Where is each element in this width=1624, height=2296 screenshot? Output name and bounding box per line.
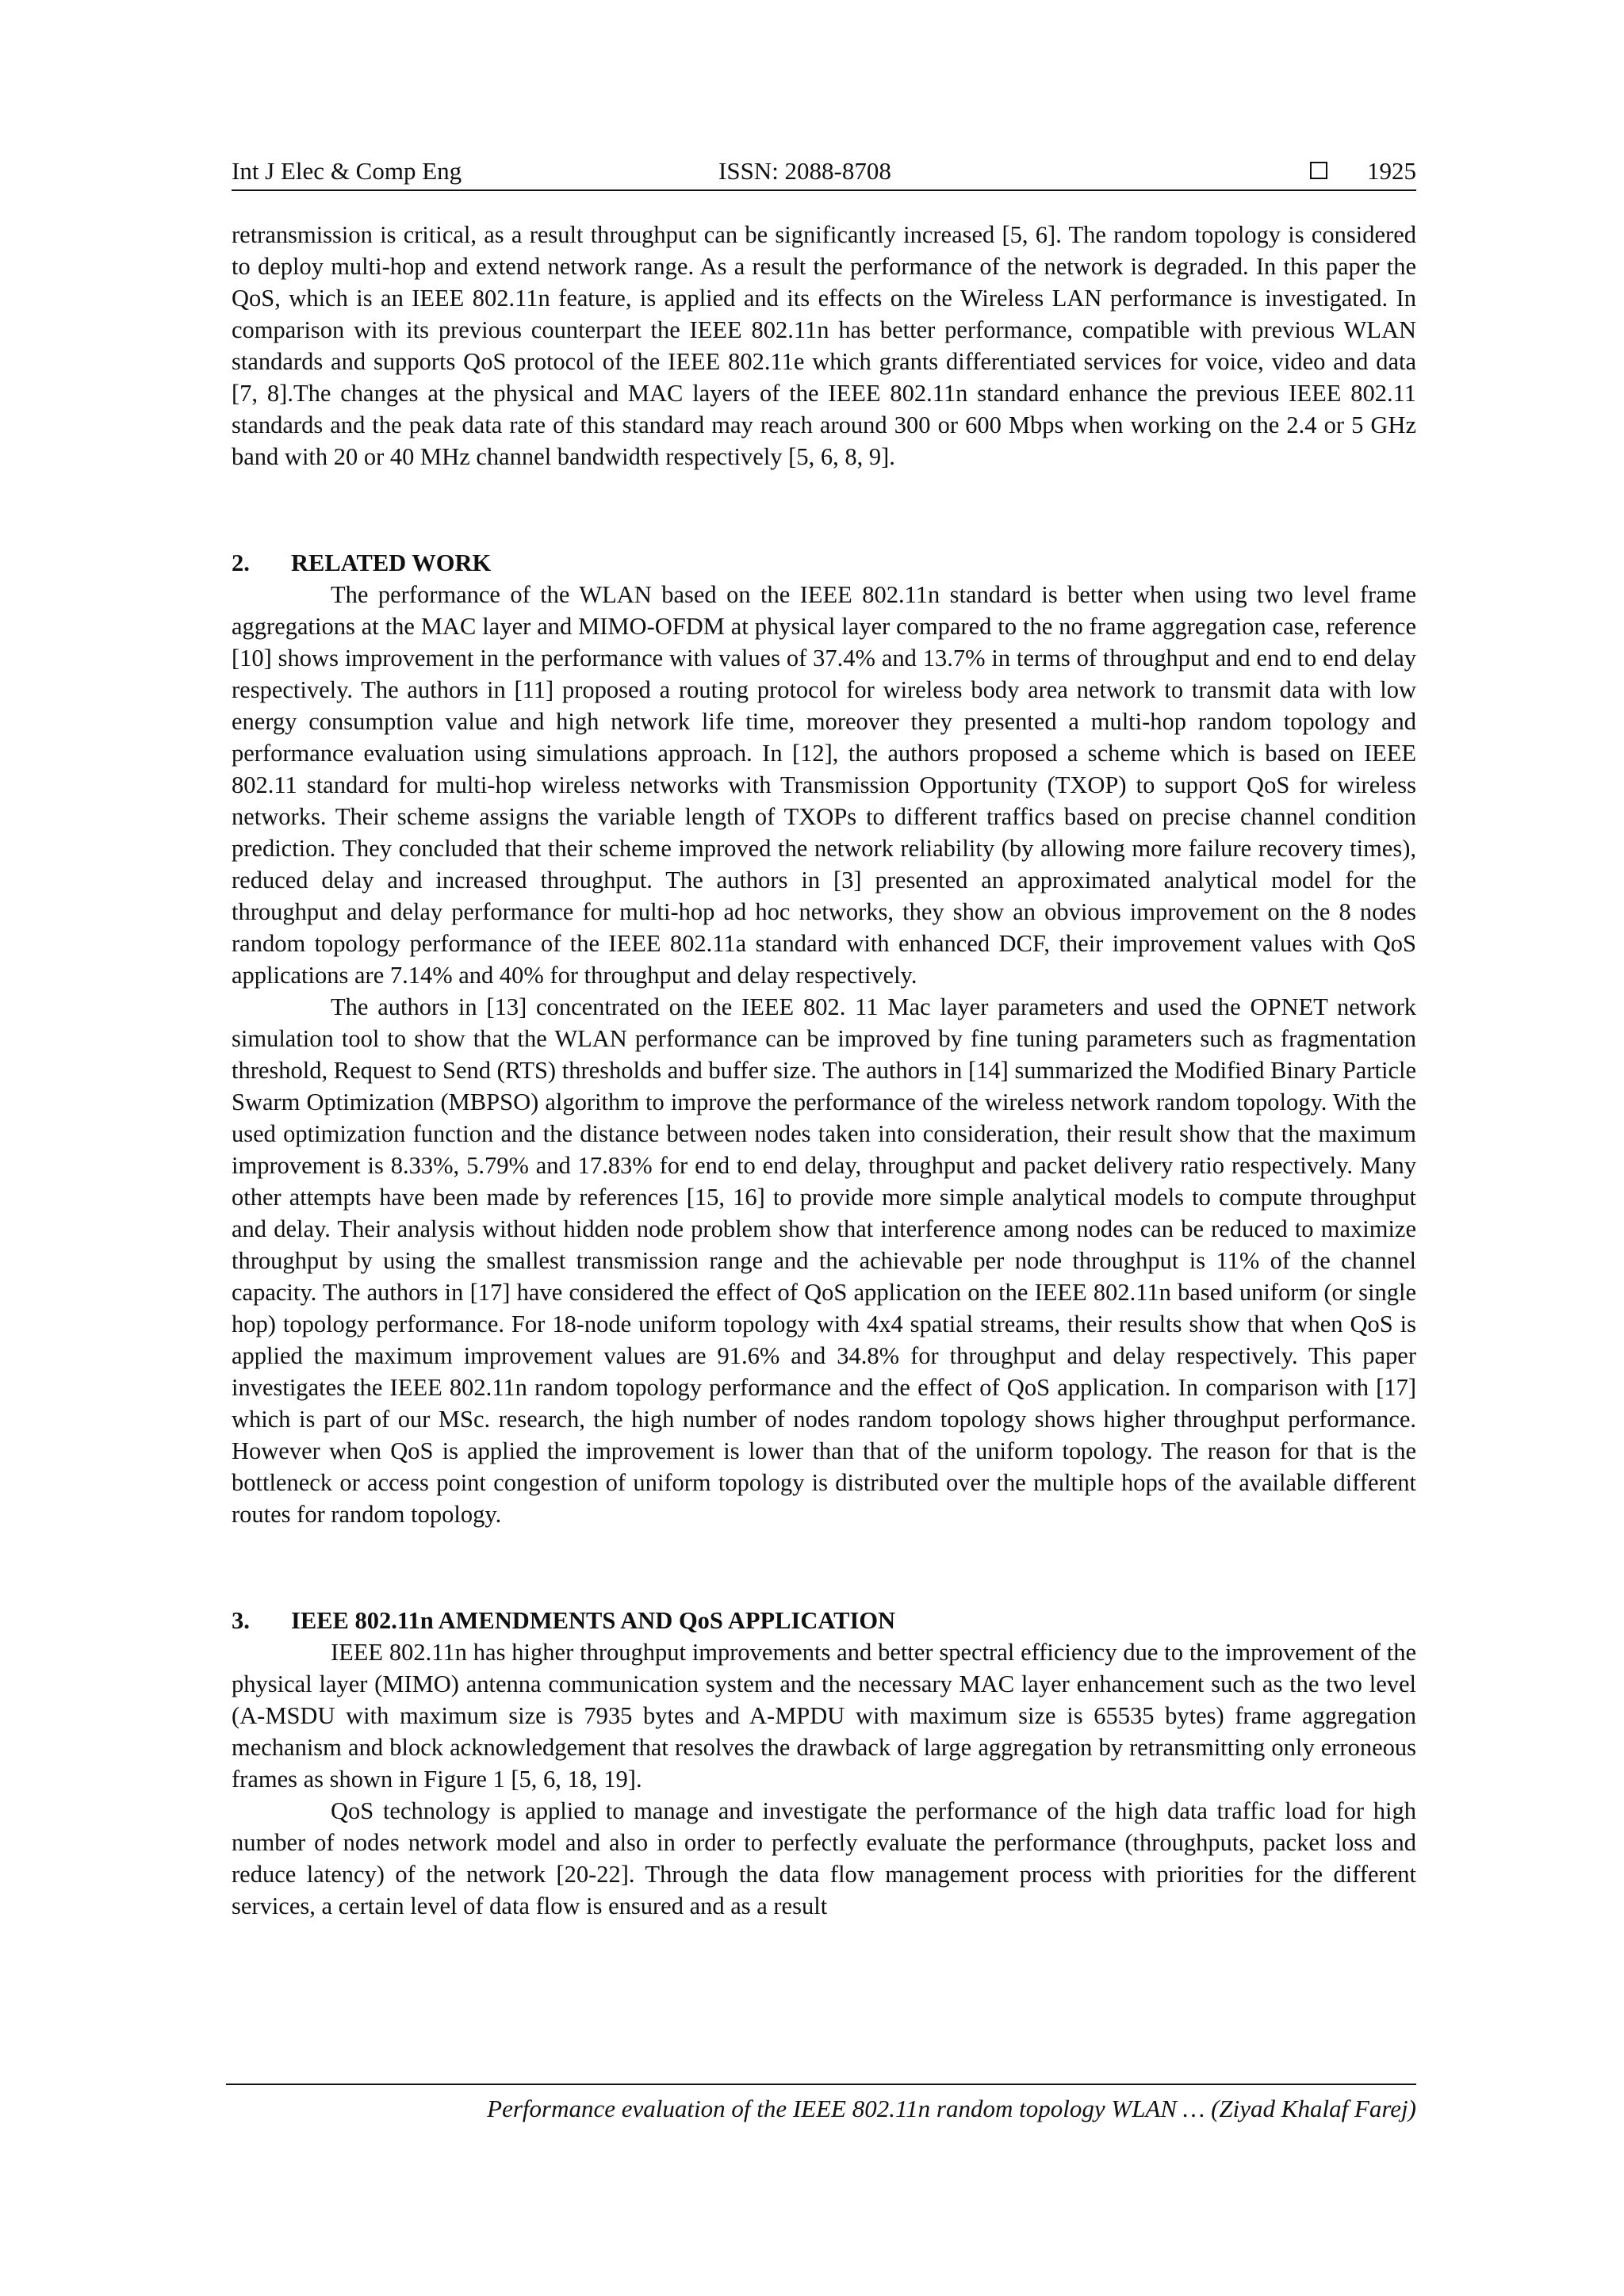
section-2-title: RELATED WORK — [291, 549, 492, 576]
section-3-paragraph-1: IEEE 802.11n has higher throughput improvements and better spectral efficiency due to the improvement of the physical layer (MIMO) antenna communication system and the necessary MAC layer enhancement such as the two level (A-MSDU with maximum size is 7935 bytes and A-MPDU with maximum size is 65535 bytes) frame aggregation mechanism and block acknowledgement that resolves the drawback of large aggregation by retransmitting only erroneous frames as shown in Figure 1 [5, 6, 18, 19]. — [232, 1639, 1416, 1793]
issn-label: ISSN: 2088-8708 — [718, 157, 891, 185]
section-2-paragraph-2: The authors in [13] concentrated on the IEEE 802. 11 Mac layer parameters and used the OPNET network simulation tool to show that the WLAN performance can be improved by fine tuning parameters such as fragmentation threshold, Request to Send (RTS) thresholds and buffer size. The authors in [14] summarized the Modified Binary Particle Swarm Optimization (MBPSO) algorithm to improve the performance of the wireless network random topology. With the used optimization function and the distance between nodes taken into consideration, their result show that the maximum improvement is 8.33%, 5.79% and 17.83% for end to end delay, throughput and packet delivery ratio respectively. Many other attempts have been made by references [15, 16] to provide more simple analytical models to compute throughput and delay. Their analysis without hidden node problem show that interference among nodes can be reduced to maximize throughput by using the smallest transmission range and the achievable per node throughput is 11% of the channel capacity. The authors in [17] have considered the effect of QoS application on the IEEE 802.11n based uniform (or single hop) topology performance. For 18-node uniform topology with 4x4 spatial streams, their results show that when QoS is applied the maximum improvement values are 91.6% and 34.8% for throughput and delay respectively. This paper investigates the IEEE 802.11n random topology performance and the effect of QoS application. In comparison with [17] which is part of our MSc. research, the high number of nodes random topology shows higher throughput performance. However when QoS is applied the improvement is lower than that of the uniform topology. The reason for that is the bottleneck or access point congestion of uniform topology is distributed over the multiple hops of the available different routes for random topology. — [232, 993, 1416, 1528]
section-3-paragraph-2: QoS technology is applied to manage and investigate the performance of the high data traffic load for high number of nodes network model and also in order to perfectly evaluate the performance (throughputs, packet loss and reduce latency) of the network [20-22]. Through the data flow management process with priorities for the different services, a certain level of data flow is ensured and as a result — [232, 1797, 1416, 1919]
section-2-paragraph-1: The performance of the WLAN based on the IEEE 802.11n standard is better when using two level frame aggregations at the MAC layer and MIMO-OFDM at physical layer compared to the no frame aggregation case, reference [10] shows improvement in the performance with values of 37.4% and 13.7% in terms of throughput and end to end delay respectively. The authors in [11] proposed a routing protocol for wireless body area network to transmit data with low energy consumption value and high network life time, moreover they presented a multi-hop random topology and performance evaluation using simulations approach. In [12], the authors proposed a scheme which is based on IEEE 802.11 standard for multi-hop wireless networks with Transmission Opportunity (TXOP) to support QoS for wireless networks. Their scheme assigns the variable length of TXOPs to different traffics based on precise channel condition prediction. They concluded that their scheme improved the network reliability (by allowing more failure recovery times), reduced delay and increased throughput. The authors in [3] presented an approximated analytical model for the throughput and delay performance for multi-hop ad hoc networks, they show an obvious improvement on the 8 nodes random topology performance of the IEEE 802.11a standard with enhanced DCF, their improvement values with QoS applications are 7.14% and 40% for throughput and delay respectively. — [232, 581, 1416, 989]
running-footer: Performance evaluation of the IEEE 802.11n random topology WLAN … (Ziyad Khalaf Farej) — [487, 2095, 1416, 2122]
section-2-number: 2. — [232, 549, 250, 576]
footer-divider — [226, 2084, 1416, 2085]
running-header — [232, 155, 1416, 193]
journal-name: Int J Elec & Comp Eng — [232, 157, 462, 185]
intro-continuation-paragraph: retransmission is critical, as a result throughput can be significantly increased [5, 6]. The random topology is considered to deploy multi-hop and extend network range. As a result the performance of the network is degraded. In this paper the QoS, which is an IEEE 802.11n feature, is applied and its effects on the Wireless LAN performance is investigated. In comparison with its previous counterpart the IEEE 802.11n has better performance, compatible with previous WLAN standards and supports QoS protocol of the IEEE 802.11e which grants differentiated services for voice, video and data [7, 8].The changes at the physical and MAC layers of the IEEE 802.11n standard enhance the previous IEEE 802.11 standards and the peak data rate of this standard may reach around 300 or 600 Mbps when working on the 2.4 or 5 GHz band with 20 or 40 MHz channel bandwidth respectively [5, 6, 8, 9]. — [232, 221, 1416, 470]
section-3-title: IEEE 802.11n AMENDMENTS AND QoS APPLICATION — [291, 1607, 896, 1634]
page-number: 1925 — [1367, 157, 1416, 185]
section-3-heading — [232, 1605, 1416, 1636]
section-2-heading — [232, 547, 1416, 579]
checkbox-square-icon — [1310, 162, 1327, 179]
main-text — [232, 219, 1416, 1922]
header-divider — [232, 189, 1416, 191]
section-3-number: 3. — [232, 1607, 250, 1634]
